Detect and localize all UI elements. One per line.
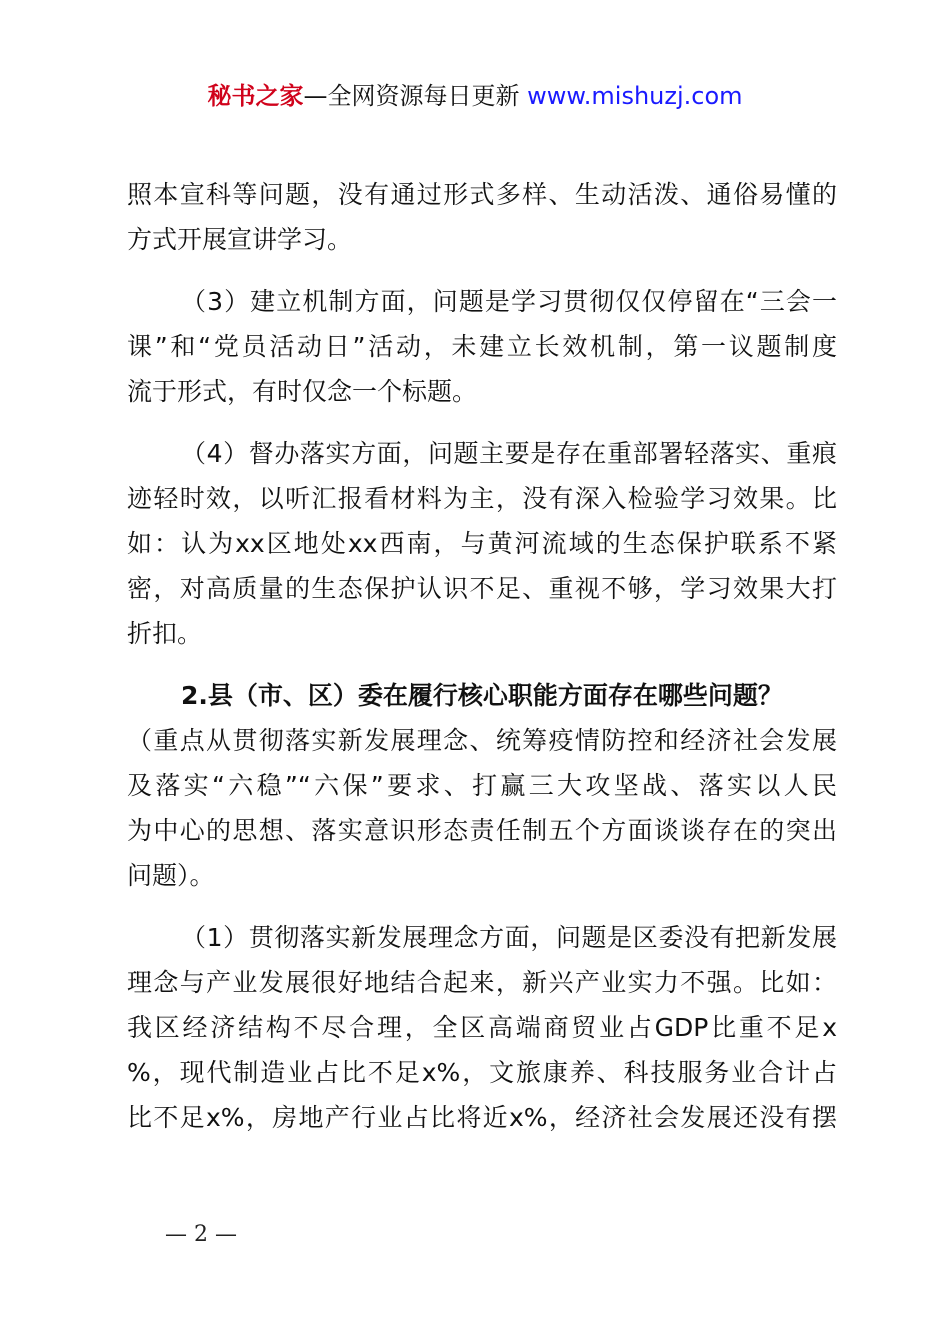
text-line: 折扣。 [127, 619, 203, 648]
text-line: 课”和“党员活动日”活动，未建立长效机制，第一议题制度 [127, 332, 837, 361]
text-line: （4）督办落实方面，问题主要是存在重部署轻落实、重痕 [181, 439, 837, 468]
site-header [0, 80, 950, 112]
text-line: 及落实“六稳”“六保”要求、打赢三大攻坚战、落实以人民 [127, 771, 837, 800]
text-line: 为中心的思想、落实意识形态责任制五个方面谈谈存在的突出 [127, 816, 837, 845]
text-line: 迹轻时效，以听汇报看材料为主，没有深入检验学习效果。比 [127, 484, 837, 513]
text-line: 照本宣科等问题，没有通过形式多样、生动活泼、通俗易懂的 [127, 180, 837, 209]
text-line: 理念与产业发展很好地结合起来，新兴产业实力不强。比如： [127, 968, 837, 997]
site-slogan: —全网资源每日更新 [303, 82, 520, 110]
paragraph-gap [127, 656, 837, 673]
text-line: 比不足x%，房地产行业占比将近x%，经济社会发展还没有摆 [127, 1103, 837, 1132]
page-number: — 2 — [165, 1222, 237, 1247]
text-line: 方式开展宣讲学习。 [127, 225, 353, 254]
text-line: 我区经济结构不尽合理，全区高端商贸业占GDP比重不足x [127, 1013, 837, 1042]
text-line: 问题）。 [127, 861, 215, 890]
text-line: （3）建立机制方面，问题是学习贯彻仅仅停留在“三会一 [181, 287, 837, 316]
text-line: %，现代制造业占比不足x%，文旅康养、科技服务业合计占 [127, 1058, 837, 1087]
text-line: （1）贯彻落实新发展理念方面，问题是区委没有把新发展 [181, 923, 837, 952]
site-url-link[interactable]: www.mishuzj.com [527, 82, 743, 110]
paragraph-gap [127, 898, 837, 915]
text-line: 流于形式，有时仅念一个标题。 [127, 377, 478, 406]
text-line: 密，对高质量的生态保护认识不足、重视不够，学习效果大打 [127, 574, 837, 603]
paragraph-gap [127, 262, 837, 279]
site-brand: 秘书之家 [207, 82, 304, 110]
question-heading: 2.县（市、区）委在履行核心职能方面存在哪些问题？ [181, 681, 783, 710]
document-body [127, 172, 837, 1140]
text-line: （重点从贯彻落实新发展理念、统筹疫情防控和经济社会发展 [127, 726, 837, 755]
text-line: 如：认为xx区地处xx西南，与黄河流域的生态保护联系不紧 [127, 529, 837, 558]
paragraph-gap [127, 414, 837, 431]
